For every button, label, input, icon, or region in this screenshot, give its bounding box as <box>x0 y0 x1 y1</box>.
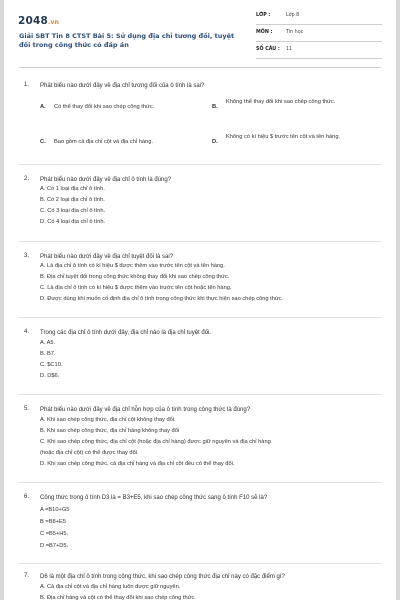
meta-row-count <box>256 42 382 59</box>
option-d[interactable]: D. D$6. <box>40 373 60 379</box>
divider <box>19 241 381 242</box>
option-a[interactable]: A =B10+G5 <box>40 507 70 513</box>
meta-label: MÔN : <box>256 30 273 35</box>
question-stem: Phát biểu nào dưới đây về địa chỉ ô tính là đúng? <box>40 177 172 183</box>
option-a[interactable]: A. Là địa chỉ ô tính có kí hiệu $ được thêm vào trước tên cột và tên hàng. <box>40 263 225 269</box>
question-stem: Phát biểu nào dưới đây về địa chỉ tuyệt đối là sai? <box>40 254 174 260</box>
meta-row-class <box>256 8 382 25</box>
option-c[interactable]: C =B5+H5. <box>40 531 69 537</box>
document-page <box>4 0 396 600</box>
meta-row-subject <box>256 25 382 42</box>
logo-suffix: .vn <box>48 19 60 26</box>
option-a[interactable]: A. Có 1 loại địa chỉ ô tính. <box>40 186 105 192</box>
site-logo[interactable] <box>18 15 59 27</box>
question-stem: Công thức trong ô tính D3 là = B3+E5, khi sao chép công thức sang ô tính F10 sẽ là? <box>40 495 268 501</box>
option-b[interactable]: B. B7. <box>40 351 56 357</box>
option-a[interactable]: A. Cả địa chỉ cột và địa chỉ hàng luôn được giữ nguyên. <box>40 584 181 590</box>
meta-value: Lớp 8 <box>286 13 300 18</box>
meta-value: Tin học <box>286 30 304 35</box>
question-number: 5. <box>24 406 30 412</box>
question-number: 2. <box>24 176 30 182</box>
option-d[interactable]: D. Có 4 loại địa chỉ ô tính. <box>40 219 106 225</box>
divider <box>19 164 381 165</box>
option-text: Không có kí hiệu $ trước tên cột và tên hàng. <box>226 134 341 140</box>
option-b[interactable]: B =B8+E5 <box>40 519 66 525</box>
question-number: 6. <box>24 494 30 500</box>
question-stem: Trong các địa chỉ ô tính dưới đây, địa chỉ nào là địa chỉ tuyệt đối. <box>40 330 212 336</box>
option-letter: C. <box>40 139 46 145</box>
question-number: 4. <box>24 329 30 335</box>
option-d[interactable]: D =B7+D5. <box>40 543 69 549</box>
option-c[interactable]: C. Là địa chỉ ô tính có kí hiệu $ được thêm vào trước tên cột hoặc tên hàng. <box>40 285 232 291</box>
divider <box>19 482 381 483</box>
option-a[interactable]: A. A5. <box>40 340 56 346</box>
option-b[interactable]: B. Địa chỉ hàng và cột có thể thay đổi khi sao chép công thức. <box>40 595 196 600</box>
option-c-continued: (hoặc địa chỉ cột) có thể được thay đổi. <box>40 450 139 456</box>
question-stem: Phát biểu nào dưới đây về địa chỉ hỗn hợp của ô tính trong công thức là đúng? <box>40 407 251 413</box>
divider <box>19 317 381 318</box>
question-number: 1. <box>24 82 30 88</box>
option-letter: B. <box>212 104 218 110</box>
option-c[interactable]: C. Có 3 loại địa chỉ ô tính. <box>40 208 106 214</box>
question-number: 3. <box>24 253 30 259</box>
meta-label: LỚP : <box>256 13 271 18</box>
document-title: Giải SBT Tin 8 CTST Bài 5: Sử dụng địa chỉ tương đối, tuyệt đối trong công thức có đáp án <box>19 32 235 49</box>
option-c[interactable]: C. $C10. <box>40 362 63 368</box>
option-d[interactable]: D. Khi sao chép công thức, cả địa chỉ hàng và địa chỉ cột đều có thể thay đổi. <box>40 461 235 467</box>
option-c[interactable]: C. Khi sao chép công thức, địa chỉ cột (hoặc địa chỉ hàng) được giữ nguyên và địa chỉ hàng <box>40 439 271 445</box>
meta-label: SỐ CÂU : <box>256 47 280 52</box>
option-b[interactable]: B. Có 2 loại địa chỉ ô tính. <box>40 197 105 203</box>
question-stem: D6 là một địa chỉ ô tính trong công thức, khi sao chép công thức địa chỉ này có đặc điểm gì? <box>40 574 285 580</box>
option-d[interactable]: D. Được dùng khi muốn cố định địa chỉ ô tính trong công thức khi thực hiện sao chép công thức. <box>40 296 284 302</box>
meta-value: 11 <box>286 47 293 52</box>
logo-main: 2048 <box>18 15 49 27</box>
option-a[interactable]: A. Khi sao chép công thức, địa chỉ cột không thay đổi. <box>40 417 176 423</box>
header-divider <box>19 67 381 68</box>
option-b[interactable]: B. Địa chỉ tuyệt đối trong công thức không thay đổi khi sao chép công thức. <box>40 274 230 280</box>
option-letter: A. <box>40 104 46 110</box>
option-text: Bao gồm cả địa chỉ cột và địa chỉ hàng. <box>54 139 153 145</box>
option-text: Có thể thay đổi khi sao chép công thức. <box>54 104 155 110</box>
question-number: 7. <box>24 573 30 579</box>
option-text: Không thể thay đổi khi sao chép công thức. <box>226 99 336 105</box>
option-letter: D. <box>212 139 218 145</box>
divider <box>19 563 381 564</box>
document-header <box>4 0 396 62</box>
question-stem: Phát biểu nào dưới đây về địa chỉ tương đối của ô tính là sai? <box>40 83 205 89</box>
divider <box>19 394 381 395</box>
option-b[interactable]: B. Khi sao chép công thức, địa chỉ hàng không thay đổi <box>40 428 180 434</box>
